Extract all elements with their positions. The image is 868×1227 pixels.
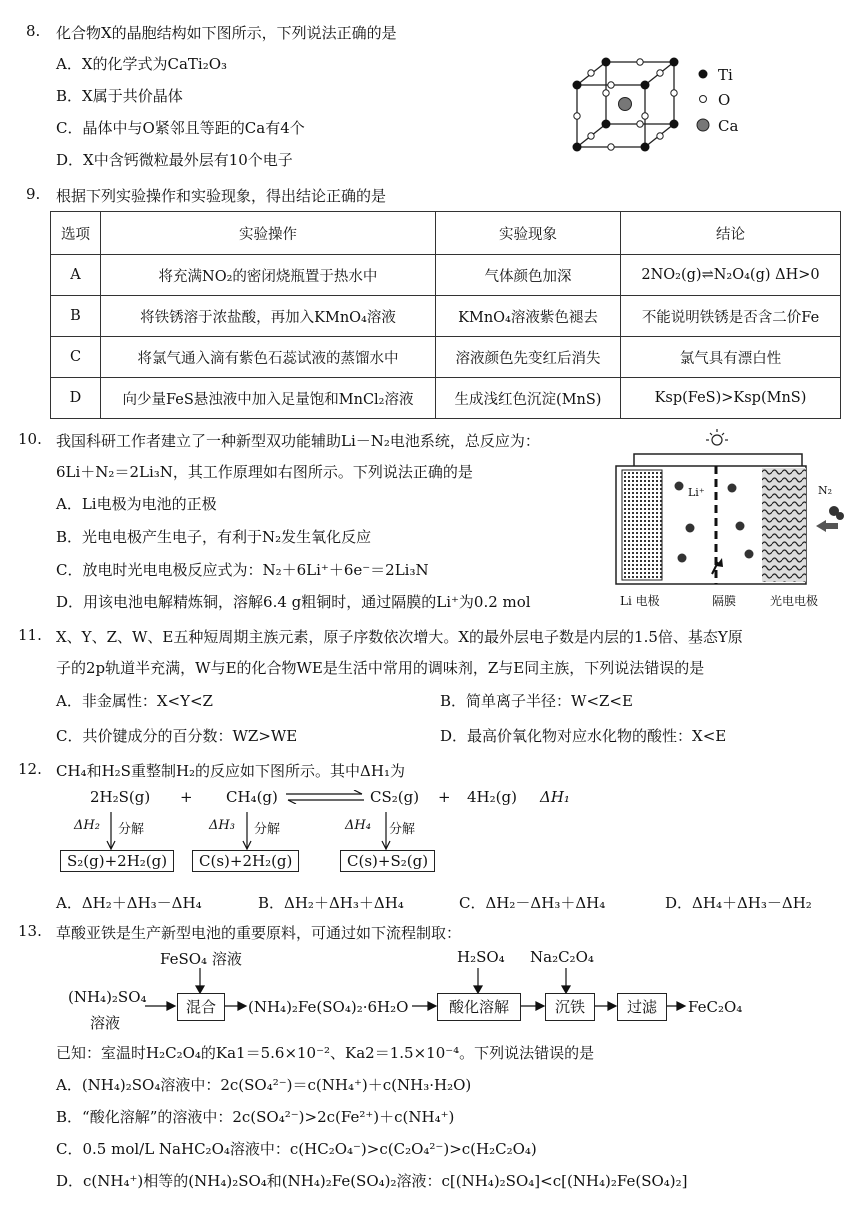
q13-option-c[interactable]: C．0.5 mol/L NaHC₂O₄溶液中：c(HC₂O₄⁻)>c(C₂O₄²⁻)>c(H₂C₂O₄)	[56, 1140, 537, 1158]
q10-stem-line1: 我国科研工作者建立了一种新型双功能辅助Li－N₂电池系统，总反应为：	[56, 432, 540, 450]
q8-number: 8.	[26, 22, 41, 40]
q11-number: 11.	[18, 626, 42, 644]
table-cell: 不能说明铁锈是否含二价Fe	[621, 296, 841, 337]
dec-label-h4: ΔH₄	[345, 818, 371, 833]
q10-li-electrode-label: Li 电极	[620, 594, 660, 608]
dec-label-h2: ΔH₂	[74, 818, 100, 833]
box-c-h2: C(s)+2H₂(g)	[192, 850, 299, 872]
q13-option-d[interactable]: D．c(NH₄⁺)相等的(NH₄)₂SO₄和(NH₄)₂Fe(SO₄)₂溶液：c[(NH₄)₂SO₄]<c[(NH₄)₂Fe(SO₄)₂]	[56, 1172, 688, 1190]
table-header-row	[51, 212, 841, 255]
eq-plus: +	[438, 788, 451, 806]
table-row	[51, 255, 841, 296]
q13-option-b[interactable]: B．“酸化溶解”的溶液中：2c(SO₄²⁻)>2c(Fe²⁺)＋c(NH₄⁺)	[56, 1108, 455, 1126]
table-row	[51, 378, 841, 419]
eq-product-h2: 4H₂(g)	[467, 788, 517, 806]
table-cell: 2NO₂(g)⇌N₂O₄(g) ΔH>0	[621, 255, 841, 296]
q11-stem-line2: 子的2p轨道半充满，W与E的化合物WE是生活中常用的调味剂，Z与E同主族，下列说法错误的是	[56, 659, 705, 677]
q10-option-c[interactable]: C．放电时光电电极反应式为：N₂＋6Li⁺＋6e⁻＝2Li₃N	[56, 561, 429, 579]
q8-option-a[interactable]: A．X的化学式为CaTi₂O₃	[56, 55, 228, 73]
eq-reactant-ch4: CH₄(g)	[226, 788, 278, 806]
q10-photo-electrode-label: 光电电极	[770, 594, 819, 608]
sun-icon	[706, 429, 728, 445]
table-header: 选项	[51, 212, 101, 255]
flow-na2c2o4: Na₂C₂O₄	[530, 948, 594, 966]
q8-stem: 化合物X的晶胞结构如下图所示，下列说法正确的是	[56, 24, 397, 42]
legend-ca-label: Ca	[718, 117, 739, 135]
table-cell: 将铁锈溶于浓盐酸，再加入KMnO₄溶液	[101, 296, 436, 337]
eq-plus: +	[180, 788, 193, 806]
eq-product-cs2: CS₂(g)	[370, 788, 420, 806]
q13-stem: 草酸亚铁是生产新型电池的重要原料，可通过如下流程制取：	[56, 924, 462, 942]
table-row	[51, 337, 841, 378]
dec-word: 分解	[254, 822, 281, 837]
eq-reactant-h2s: 2H₂S(g)	[90, 788, 151, 806]
q13-known: 已知：室温时H₂C₂O₄的Ka1＝5.6×10⁻²、Ka2＝1.5×10⁻⁴。下列说法错误的是	[56, 1044, 595, 1062]
q12-option-a[interactable]: A．ΔH₂＋ΔH₃－ΔH₄	[56, 894, 202, 912]
flow-step-filter: 过滤	[617, 993, 667, 1021]
eq-delta-h1: ΔH₁	[540, 788, 570, 806]
flow-start-solution: 溶液	[90, 1014, 121, 1032]
q10-li-ion-label: Li⁺	[688, 486, 705, 499]
table-cell: A	[51, 255, 101, 296]
table-cell: 溶液颜色先变红后消失	[436, 337, 621, 378]
table-cell: 向少量FeS悬浊液中加入足量饱和MnCl₂溶液	[101, 378, 436, 419]
flow-h2so4: H₂SO₄	[457, 948, 505, 966]
dec-label-h3: ΔH₃	[209, 818, 235, 833]
q10-battery-figure	[612, 428, 852, 590]
table-row	[51, 296, 841, 337]
table-cell: 将充满NO₂的密闭烧瓶置于热水中	[101, 255, 436, 296]
q13-option-a[interactable]: A．(NH₄)₂SO₄溶液中：2c(SO₄²⁻)＝c(NH₄⁺)＋c(NH₃·H₂O)	[56, 1076, 472, 1094]
q11-stem-line1: X、Y、Z、W、E五种短周期主族元素，原子序数依次增大。X的最外层电子数是内层的1.5倍、基态Y原	[56, 628, 743, 646]
q8-option-d[interactable]: D．X中含钙微粒最外层有10个电子	[56, 151, 293, 169]
legend-o-label: O	[718, 91, 731, 109]
q11-option-a[interactable]: A．非金属性：X<Y<Z	[56, 692, 213, 710]
q9-stem: 根据下列实验操作和实验现象，得出结论正确的是	[56, 187, 387, 205]
q9-number: 9.	[26, 185, 41, 203]
q12-option-c[interactable]: C．ΔH₂－ΔH₃＋ΔH₄	[459, 894, 606, 912]
legend-ti-label: Ti	[718, 66, 733, 84]
table-header: 结论	[621, 212, 841, 255]
box-s2-h2: S₂(g)+2H₂(g)	[60, 850, 174, 872]
equilibrium-arrow-icon	[284, 790, 366, 804]
table-cell: C	[51, 337, 101, 378]
table-header: 实验现象	[436, 212, 621, 255]
q10-option-a[interactable]: A．Li电极为电池的正极	[56, 495, 217, 513]
flow-start-reagent: (NH₄)₂SO₄	[68, 988, 147, 1006]
q11-option-b[interactable]: B．简单离子半径：W<Z<E	[440, 692, 633, 710]
flow-step-precipitate: 沉铁	[545, 993, 595, 1021]
table-cell: KMnO₄溶液紫色褪去	[436, 296, 621, 337]
q10-stem-line2: 6Li＋N₂＝2Li₃N，其工作原理如右图所示。下列说法正确的是	[56, 463, 473, 481]
q12-option-b[interactable]: B．ΔH₂＋ΔH₃＋ΔH₄	[258, 894, 404, 912]
q11-option-c[interactable]: C．共价键成分的百分数：WZ>WE	[56, 727, 298, 745]
table-cell: B	[51, 296, 101, 337]
flow-feso4: FeSO₄ 溶液	[160, 950, 242, 968]
dec-word: 分解	[118, 822, 145, 837]
flow-step-mix: 混合	[177, 993, 225, 1021]
q8-option-c[interactable]: C．晶体中与O紧邻且等距的Ca有4个	[56, 119, 305, 137]
q10-option-d[interactable]: D．用该电池电解精炼铜，溶解6.4 g粗铜时，通过隔膜的Li⁺为0.2 mol	[56, 593, 531, 611]
table-cell: 将氯气通入滴有紫色石蕊试液的蒸馏水中	[101, 337, 436, 378]
table-cell: 氯气具有漂白性	[621, 337, 841, 378]
table-cell: Ksp(FeS)>Ksp(MnS)	[621, 378, 841, 419]
q12-option-d[interactable]: D．ΔH₄＋ΔH₃－ΔH₂	[665, 894, 812, 912]
q10-option-b[interactable]: B．光电电极产生电子，有利于N₂发生氧化反应	[56, 528, 372, 546]
q9-table	[50, 211, 841, 419]
dec-word: 分解	[389, 822, 416, 837]
q8-option-b[interactable]: B．X属于共价晶体	[56, 87, 183, 105]
box-c-s2: C(s)+S₂(g)	[340, 850, 435, 872]
table-cell: 气体颜色加深	[436, 255, 621, 296]
q10-membrane-label: 隔膜	[712, 594, 737, 608]
flow-product: FeC₂O₄	[688, 998, 743, 1016]
q10-number: 10.	[18, 430, 42, 448]
q10-n2-label: N₂	[818, 484, 833, 497]
q12-stem: CH₄和H₂S重整制H₂的反应如下图所示。其中ΔH₁为	[56, 762, 405, 780]
q13-number: 13.	[18, 922, 42, 940]
flow-intermediate: (NH₄)₂Fe(SO₄)₂·6H₂O	[248, 998, 409, 1016]
flow-step-acid-dissolve: 酸化溶解	[437, 993, 521, 1021]
table-cell: 生成浅红色沉淀(MnS)	[436, 378, 621, 419]
table-cell: D	[51, 378, 101, 419]
q11-option-d[interactable]: D．最高价氧化物对应水化物的酸性：X<E	[440, 727, 727, 745]
q12-number: 12.	[18, 760, 42, 778]
table-header: 实验操作	[101, 212, 436, 255]
